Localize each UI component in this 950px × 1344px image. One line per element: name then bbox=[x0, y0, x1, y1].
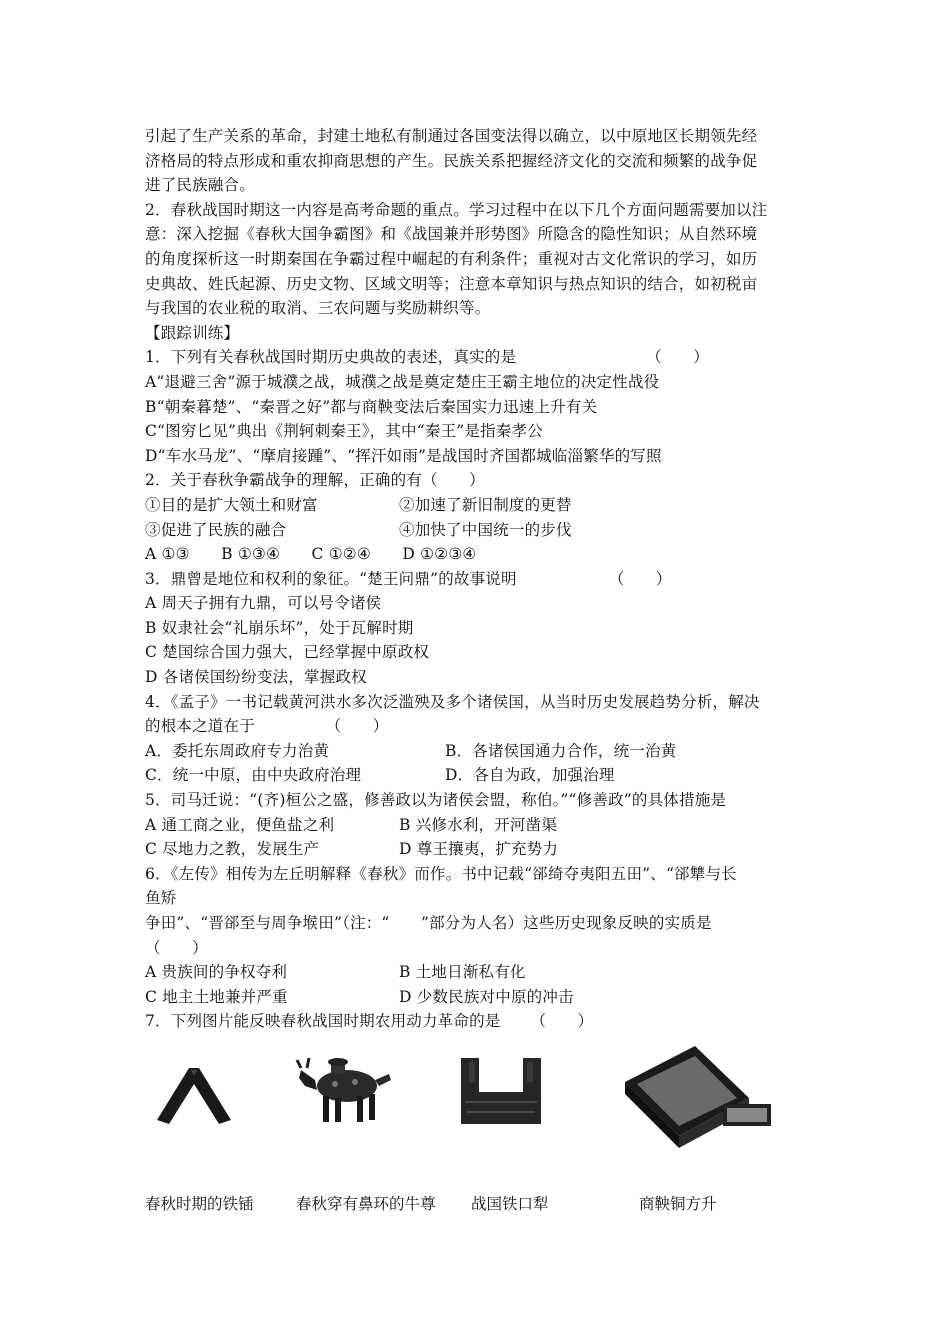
option: D 尊王攘夷，扩充势力 bbox=[399, 840, 559, 859]
option: C．统一中原，由中央政府治理 bbox=[145, 766, 362, 785]
question-stem: 的根本之道在于 （ ） bbox=[145, 717, 389, 736]
figure-row bbox=[145, 1040, 810, 1190]
answer-blank: （ ） bbox=[646, 348, 709, 367]
option: B“朝秦暮楚”、“秦晋之好”都与商鞅变法后秦国实力迅速上升有关 bbox=[145, 397, 598, 416]
option: D．各自为政，加强治理 bbox=[445, 766, 615, 785]
question-1 bbox=[145, 345, 810, 468]
text-line: 的角度探析这一时期秦国在争霸过程中崛起的有利条件；重视对古文化常识的学习，如历 bbox=[145, 249, 758, 268]
option: A 通工商之业，便鱼盐之利 bbox=[145, 815, 335, 834]
section-title: 【跟踪训练】 bbox=[145, 323, 240, 342]
text-line: 与我国的农业税的取消、三农问题与奖励耕织等。 bbox=[145, 299, 491, 318]
item-row bbox=[145, 518, 810, 543]
answer-blank: （ ） bbox=[608, 569, 672, 588]
stem-text: 3．鼎曾是地位和权利的象征。“楚王问鼎”的故事说明 bbox=[145, 569, 517, 588]
question-stem: 5．司马迁说：“(齐)桓公之盛，修善政以为诸侯会盟，称伯。”“修善政”的具体措施是 bbox=[145, 791, 727, 810]
item: ③促进了民族的融合 bbox=[145, 520, 287, 539]
question-3 bbox=[145, 567, 810, 690]
option: C“图穷匕见”典出《荆轲刺秦王》，其中“秦王”是指秦孝公 bbox=[145, 422, 543, 441]
option: B 奴隶社会“礼崩乐坏”，处于瓦解时期 bbox=[145, 618, 414, 637]
option-row bbox=[145, 763, 810, 788]
document-page bbox=[145, 124, 810, 1218]
option-row bbox=[145, 739, 810, 764]
intro-paragraph-1 bbox=[145, 124, 810, 198]
iron-plough-image bbox=[455, 1052, 547, 1130]
option: D“车水马龙”、“摩肩接踵”、“挥汗如雨”是战国时齐国都城临淄繁华的写照 bbox=[145, 446, 662, 465]
option: B 兴修水利，开河凿渠 bbox=[399, 815, 558, 834]
question-stem bbox=[145, 567, 810, 592]
question-stem: 2．关于春秋争霸战争的理解，正确的有（ ） bbox=[145, 471, 485, 490]
option: D 少数民族对中原的冲击 bbox=[399, 987, 574, 1006]
item: ②加速了新旧制度的更替 bbox=[399, 495, 572, 514]
option-row bbox=[145, 813, 810, 838]
option: A．委托东周政府专力治黄 bbox=[145, 741, 330, 760]
iron-spade-image bbox=[153, 1060, 235, 1130]
question-stem bbox=[145, 1009, 810, 1034]
caption: 春秋时期的铁锸 bbox=[145, 1194, 254, 1213]
ox-vessel-image bbox=[295, 1050, 395, 1132]
option-row bbox=[145, 837, 810, 862]
bronze-measure-image bbox=[617, 1040, 777, 1152]
option: A 周天子拥有九鼎，可以号令诸侯 bbox=[145, 594, 382, 613]
option: A 贵族间的争权夺利 bbox=[145, 963, 288, 982]
intro-paragraph-2 bbox=[145, 198, 810, 321]
item: ④加快了中国统一的步伐 bbox=[399, 520, 572, 539]
text-line: 济格局的特点形成和重农抑商思想的产生。民族关系把握经济文化的交流和频繁的战争促 bbox=[145, 151, 758, 170]
option: C 尽地力之教，发展生产 bbox=[145, 840, 320, 859]
choices: A ①③ B ①③④ C ①②④ D ①②③④ bbox=[145, 545, 477, 564]
option: C 地主土地兼并严重 bbox=[145, 987, 288, 1006]
option: B 土地日渐私有化 bbox=[399, 963, 526, 982]
question-stem bbox=[145, 345, 810, 370]
text-line: 史典故、姓氏起源、历史文物、区域文明等；注意本章知识与热点知识的结合，如初税亩 bbox=[145, 274, 758, 293]
option: A“退避三舍”源于城濮之战，城濮之战是奠定楚庄王霸主地位的决定性战役 bbox=[145, 372, 660, 391]
option-row bbox=[145, 985, 810, 1010]
caption-row bbox=[145, 1192, 810, 1218]
answer-blank: （ ） bbox=[530, 1012, 594, 1031]
text-line: 引起了生产关系的革命，封建土地私有制通过各国变法得以确立，以中原地区长期领先经 bbox=[145, 127, 758, 145]
item-row bbox=[145, 493, 810, 518]
question-4 bbox=[145, 690, 810, 788]
caption: 商鞅铜方升 bbox=[639, 1194, 717, 1213]
question-stem: 4．《孟子》一书记载黄河洪水多次泛滥殃及多个诸侯国，从当时历史发展趋势分析，解决 bbox=[145, 692, 760, 711]
option: B．各诸侯国通力合作，统一治黄 bbox=[445, 741, 677, 760]
question-stem: （ ） bbox=[145, 938, 208, 957]
text-line: 进了民族融合。 bbox=[145, 176, 255, 195]
option-row bbox=[145, 960, 810, 985]
question-6 bbox=[145, 862, 810, 1010]
stem-text: 7．下列图片能反映春秋战国时期农用动力革命的是 bbox=[145, 1012, 501, 1031]
question-stem: 鱼矫 bbox=[145, 889, 177, 908]
text-line: 意：深入挖掘《春秋大国争霸图》和《战国兼并形势图》所隐含的隐性知识；从自然环境 bbox=[145, 225, 758, 244]
caption: 战国铁口犁 bbox=[471, 1194, 549, 1213]
question-7 bbox=[145, 1009, 810, 1218]
text-line: 2．春秋战国时期这一内容是高考命题的重点。学习过程中在以下几个方面问题需要加以注 bbox=[145, 200, 768, 219]
question-2 bbox=[145, 468, 810, 566]
option: D 各诸侯国纷纷变法，掌握政权 bbox=[145, 668, 367, 687]
item: ①目的是扩大领土和财富 bbox=[145, 495, 318, 514]
question-stem: 6．《左传》相传为左丘明解释《春秋》而作。书中记载“郤绮夺夷阳五田”、“郤犨与长 bbox=[145, 864, 737, 883]
caption: 春秋穿有鼻环的牛尊 bbox=[296, 1194, 436, 1213]
option: C 楚国综合国力强大，已经掌握中原政权 bbox=[145, 643, 430, 662]
question-5 bbox=[145, 788, 810, 862]
question-stem: 争田”、“晋郤至与周争堠田”（注：“ ”部分为人名）这些历史现象反映的实质是 bbox=[145, 914, 712, 932]
stem-text: 1．下列有关春秋战国时期历史典故的表述，真实的是 bbox=[145, 348, 517, 367]
